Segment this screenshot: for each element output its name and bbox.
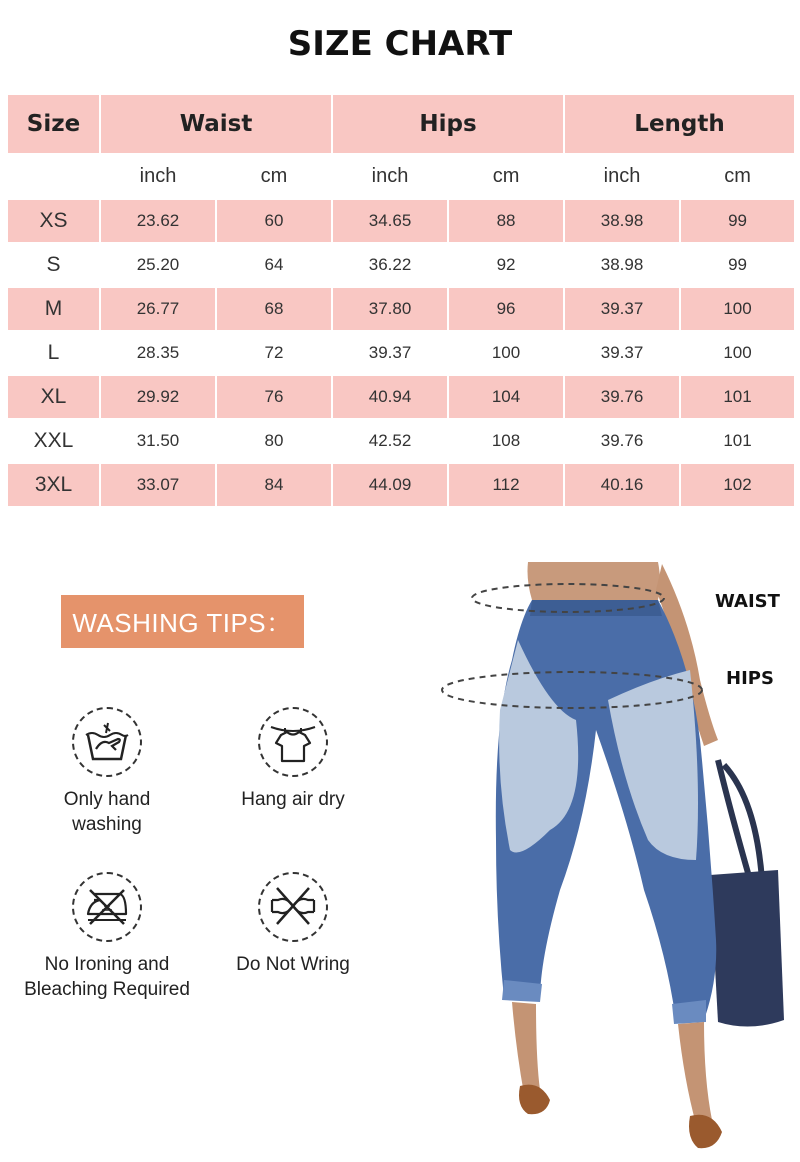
value-cell: 31.50 <box>100 419 216 463</box>
table-row <box>7 375 795 419</box>
unit-empty <box>7 154 100 199</box>
value-cell: 42.52 <box>332 419 448 463</box>
value-cell: 104 <box>448 375 564 419</box>
value-cell: 68 <box>216 287 332 331</box>
waist-label: WAIST <box>715 591 780 612</box>
care-tip-label: Do Not Wring <box>236 954 350 975</box>
header-size: Size <box>7 94 100 154</box>
value-cell: 88 <box>448 199 564 243</box>
value-cell: 29.92 <box>100 375 216 419</box>
value-cell: 112 <box>448 463 564 507</box>
shoe <box>689 1115 722 1148</box>
care-tip-do-not-wring <box>198 872 388 977</box>
value-cell: 76 <box>216 375 332 419</box>
size-chart-table <box>6 93 796 508</box>
value-cell: 23.62 <box>100 199 216 243</box>
value-cell: 102 <box>680 463 795 507</box>
washing-tips-banner: WASHING TIPS： <box>61 595 304 648</box>
value-cell: 100 <box>680 287 795 331</box>
care-tip-label: No Ironing and Bleaching Required <box>24 954 190 1000</box>
size-cell: M <box>7 287 100 331</box>
value-cell: 33.07 <box>100 463 216 507</box>
care-tip-hand-wash <box>12 707 202 837</box>
value-cell: 26.77 <box>100 287 216 331</box>
care-tip-hang-dry <box>198 707 388 812</box>
hand-wash-icon <box>72 707 142 777</box>
size-cell: XL <box>7 375 100 419</box>
value-cell: 38.98 <box>564 199 680 243</box>
size-cell: XS <box>7 199 100 243</box>
header-length: Length <box>564 94 795 154</box>
header-waist: Waist <box>100 94 332 154</box>
value-cell: 39.37 <box>564 331 680 375</box>
unit-cell: inch <box>564 154 680 199</box>
value-cell: 34.65 <box>332 199 448 243</box>
handbag <box>710 870 784 1027</box>
care-tip-label: Hang air dry <box>241 789 345 810</box>
value-cell: 100 <box>448 331 564 375</box>
value-cell: 44.09 <box>332 463 448 507</box>
table-row <box>7 463 795 507</box>
header-hips: Hips <box>332 94 564 154</box>
value-cell: 101 <box>680 419 795 463</box>
table-row <box>7 243 795 287</box>
value-cell: 101 <box>680 375 795 419</box>
hang-dry-icon <box>258 707 328 777</box>
value-cell: 38.98 <box>564 243 680 287</box>
table-unit-row <box>7 154 795 199</box>
unit-cell: inch <box>100 154 216 199</box>
value-cell: 39.76 <box>564 419 680 463</box>
jeans-cuff <box>672 1000 706 1024</box>
value-cell: 39.37 <box>332 331 448 375</box>
torso-skin <box>528 562 661 600</box>
value-cell: 40.94 <box>332 375 448 419</box>
value-cell: 36.22 <box>332 243 448 287</box>
value-cell: 92 <box>448 243 564 287</box>
hips-label: HIPS <box>726 668 774 689</box>
value-cell: 100 <box>680 331 795 375</box>
model-jeans-illustration <box>400 560 800 1162</box>
unit-cell: cm <box>216 154 332 199</box>
size-cell: L <box>7 331 100 375</box>
model-leg <box>512 1002 540 1094</box>
size-cell: 3XL <box>7 463 100 507</box>
value-cell: 39.76 <box>564 375 680 419</box>
jeans-waistband <box>530 600 662 616</box>
model-leg <box>678 1022 712 1124</box>
value-cell: 108 <box>448 419 564 463</box>
value-cell: 28.35 <box>100 331 216 375</box>
value-cell: 96 <box>448 287 564 331</box>
size-cell: S <box>7 243 100 287</box>
value-cell: 72 <box>216 331 332 375</box>
shoe <box>519 1085 550 1115</box>
unit-cell: cm <box>448 154 564 199</box>
value-cell: 39.37 <box>564 287 680 331</box>
table-row <box>7 419 795 463</box>
value-cell: 40.16 <box>564 463 680 507</box>
no-iron-icon <box>72 872 142 942</box>
unit-cell: cm <box>680 154 795 199</box>
value-cell: 99 <box>680 243 795 287</box>
table-row <box>7 331 795 375</box>
value-cell: 64 <box>216 243 332 287</box>
table-header-row <box>7 94 795 154</box>
care-tip-no-ironing <box>12 872 202 1002</box>
do-not-wring-icon <box>258 872 328 942</box>
table-row <box>7 287 795 331</box>
value-cell: 84 <box>216 463 332 507</box>
care-tip-label: Only hand washing <box>63 789 151 835</box>
table-row <box>7 199 795 243</box>
size-cell: XXL <box>7 419 100 463</box>
unit-cell: inch <box>332 154 448 199</box>
value-cell: 80 <box>216 419 332 463</box>
value-cell: 60 <box>216 199 332 243</box>
value-cell: 99 <box>680 199 795 243</box>
value-cell: 25.20 <box>100 243 216 287</box>
page-title: SIZE CHART <box>287 24 513 64</box>
value-cell: 37.80 <box>332 287 448 331</box>
